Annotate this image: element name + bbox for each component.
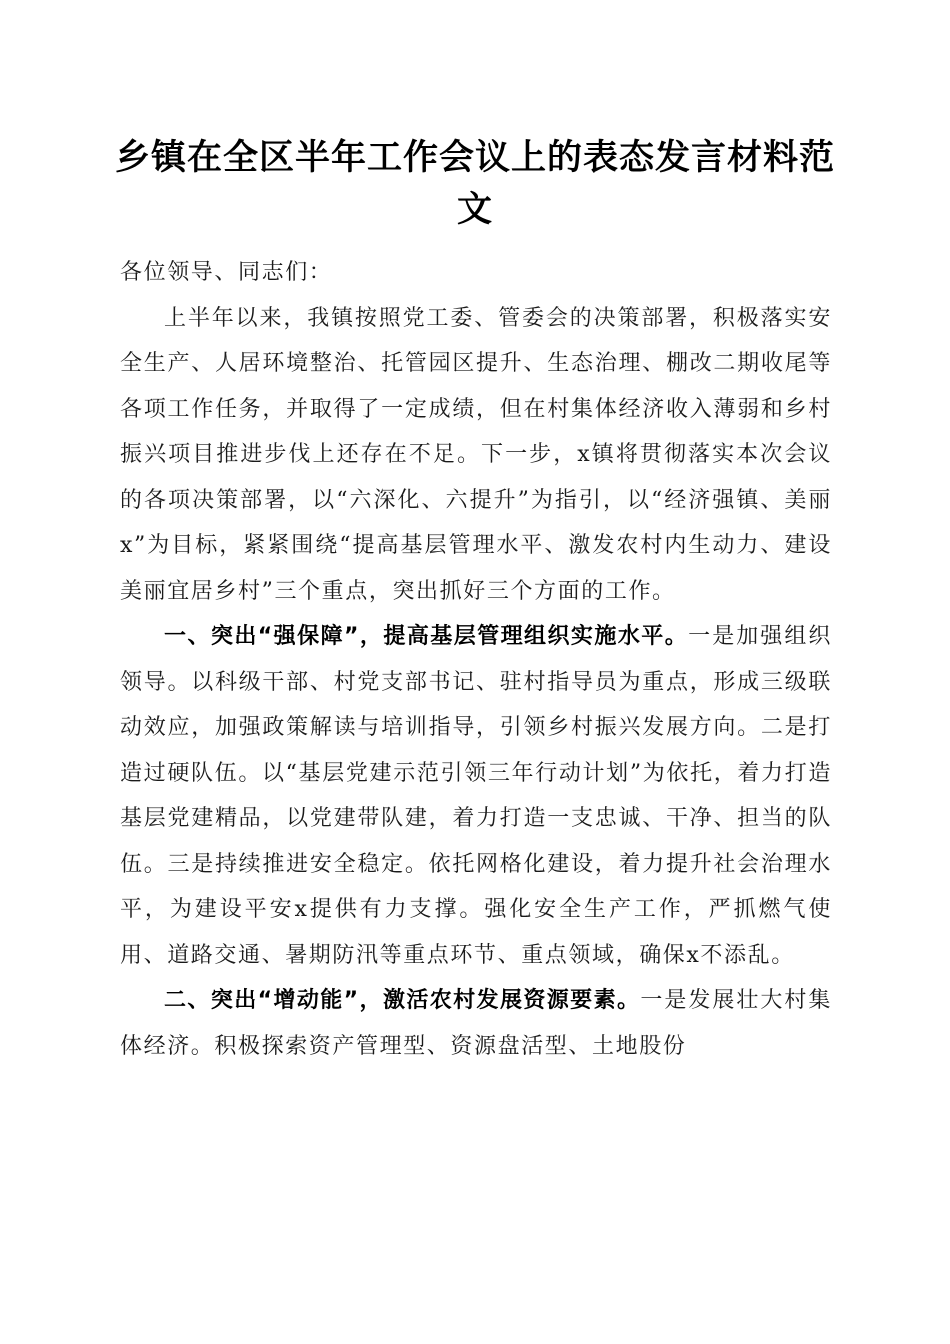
salutation: 各位领导、同志们： xyxy=(120,260,333,285)
section-heading-2: 二、突出“增动能”，激活农村发展资源要素。 xyxy=(164,988,641,1013)
document-body xyxy=(120,250,832,1069)
section-heading-1: 一、突出“强保障”，提高基层管理组织实施水平。 xyxy=(164,624,689,649)
section-text-2: 一是发展壮大村集体经济。积极探索资产管理型、资源盘活型、土地股份 xyxy=(120,988,832,1059)
document-title: 乡镇在全区半年工作会议上的表态发言材料范文 xyxy=(114,137,835,230)
section-paragraph-1 xyxy=(120,614,832,978)
section-paragraph-2 xyxy=(120,978,832,1069)
section-text-1: 一是加强组织领导。以科级干部、村党支部书记、驻村指导员为重点，形成三级联动效应，加强政策解读与培训指导，引领乡村振兴发展方向。二是打造过硬队伍。以“基层党建示范引领三年行动计划”为依托，着力打造基层党建精品，以党建带队建，着力打造一支忠诚、干净、担当的队伍。三是持续推进安全稳定。依托网格化建设，着力提升社会治理水平，为建设平安x提供有力支撑。强化安全生产工作，严抓燃气使用、道路交通、暑期防汛等重点环节、重点领域，确保x不添乱。 xyxy=(120,624,832,968)
intro-paragraph: 上半年以来，我镇按照党工委、管委会的决策部署，积极落实安全生产、人居环境整治、托管园区提升、生态治理、棚改二期收尾等各项工作任务，并取得了一定成绩，但在村集体经济收入薄弱和乡村振兴项目推进步伐上还存在不足。下一步，x镇将贯彻落实本次会议的各项决策部署，以“六深化、六提升”为指引，以“经济强镇、美丽x”为目标，紧紧围绕“提高基层管理水平、激发农村内生动力、建设美丽宜居乡村”三个重点，突出抓好三个方面的工作。 xyxy=(120,305,832,604)
